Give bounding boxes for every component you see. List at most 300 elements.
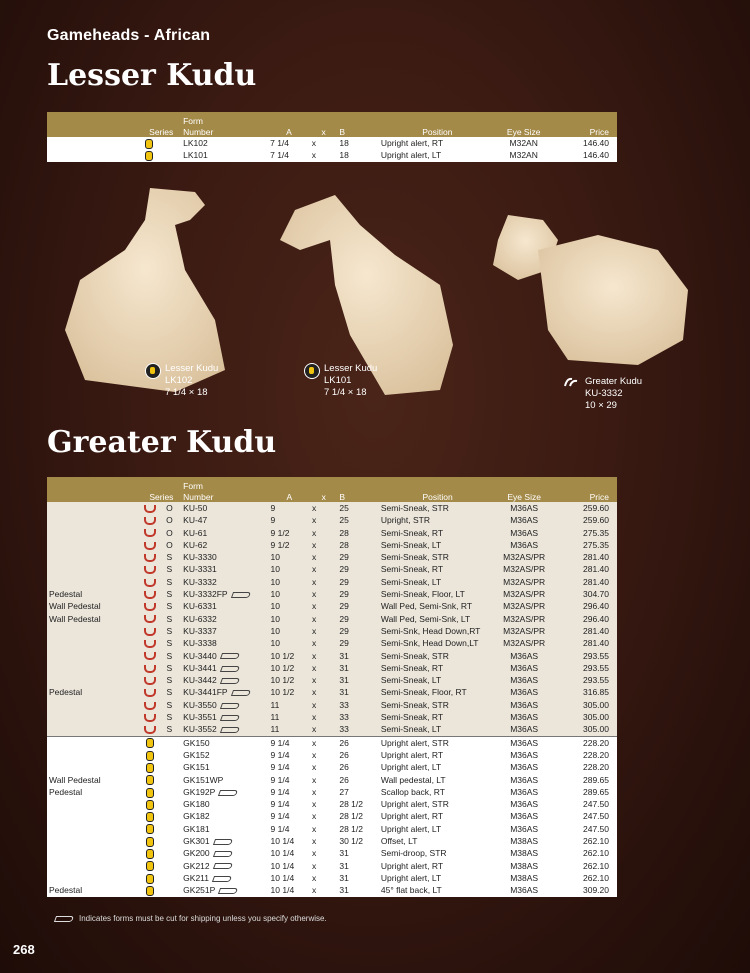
col-position: Position (379, 491, 496, 502)
dim-x: x (310, 563, 337, 575)
dim-x: x (310, 551, 337, 563)
dim-a: 11 (269, 699, 311, 711)
form-number-text: KU-3332FP (183, 589, 228, 600)
red-horn-icon (144, 542, 156, 550)
dim-a: 9 1/4 (270, 811, 290, 822)
caption-name: Lesser Kudu (324, 363, 378, 374)
red-horn-icon (144, 591, 156, 599)
table-row (47, 576, 617, 588)
table-row (47, 786, 617, 798)
row-note (47, 674, 142, 686)
form-number (181, 650, 268, 662)
eye-size: M36AS (496, 699, 552, 711)
dim-x: x (312, 799, 317, 810)
eye-size: M38AS (510, 836, 539, 847)
dim-b: 28 1/2 (339, 811, 363, 822)
dim-b: 28 (337, 527, 379, 539)
caption-form: KU-3332 (585, 388, 623, 399)
form-number (181, 786, 268, 798)
eye-size: M36AS (510, 823, 539, 834)
table-row (47, 662, 617, 674)
eye-size: M36AS (496, 711, 552, 723)
caption-size: 7 1/4 × 18 (324, 387, 367, 398)
series (158, 786, 182, 798)
form-number-text: KU-3551 (183, 712, 217, 723)
dim-b: 31 (339, 872, 349, 883)
eye-size: M36AS (496, 674, 552, 686)
table-row (47, 774, 617, 786)
row-note: Pedestal (47, 588, 142, 600)
position: Upright alert, RT (380, 749, 444, 760)
series: O (158, 527, 182, 539)
knife-icon (231, 690, 251, 696)
dim-x: x (312, 786, 317, 797)
yellow-kudu-icon-cell (141, 149, 157, 161)
eye-size: M36AS (496, 502, 552, 514)
dim-b: 31 (337, 674, 379, 686)
dim-b: 18 (339, 150, 349, 161)
red-horn-icon (144, 652, 156, 660)
eye-size: M32AN (509, 150, 538, 161)
eye-size: M36AS (510, 786, 539, 797)
form-number-text: KU-3440 (183, 650, 217, 661)
table-row (47, 761, 617, 773)
form-number (181, 539, 268, 551)
price: 247.50 (583, 811, 609, 822)
dim-b: 31 (339, 848, 349, 859)
red-horn-icon-cell (142, 625, 158, 637)
position: Semi-Sneak, STR (379, 551, 496, 563)
lesser-kudu-table (47, 112, 617, 162)
form-number-text: KU-50 (183, 503, 208, 513)
price: 304.70 (552, 588, 617, 600)
row-note (47, 835, 142, 847)
price: 259.60 (552, 502, 617, 514)
eye-size: M36AS (496, 650, 552, 662)
knife-icon (54, 916, 74, 922)
table-row (47, 723, 617, 736)
position: Semi-Sneak, Floor, RT (379, 686, 496, 698)
dim-a: 11 (269, 711, 311, 723)
row-note (47, 563, 142, 575)
form-number-text: KU-47 (183, 515, 208, 526)
series: S (158, 551, 182, 563)
caption-size: 10 × 29 (585, 400, 617, 411)
position: Upright alert, LT (380, 762, 442, 773)
form-number (181, 860, 268, 872)
dim-a: 10 (269, 637, 311, 649)
dim-x: x (312, 811, 317, 822)
dim-x: x (310, 625, 337, 637)
form-number-text: KU-6331 (183, 601, 217, 612)
red-horn-icon-cell (142, 502, 158, 514)
dim-a: 9 1/4 (270, 762, 290, 773)
price: 281.40 (552, 637, 617, 649)
yellow-kudu-icon (146, 861, 154, 871)
series: S (158, 613, 182, 625)
form-number (181, 527, 268, 539)
table-row (47, 650, 617, 662)
eye-size: M32AS/PR (496, 563, 552, 575)
yellow-kudu-icon (145, 139, 153, 149)
red-horn-icon (144, 689, 156, 697)
row-note (47, 723, 142, 736)
col-a: A (268, 126, 310, 137)
form-number (181, 613, 268, 625)
form-number-text: GK251P (183, 885, 216, 896)
table-row (47, 600, 617, 612)
dim-b: 31 (339, 885, 349, 896)
eye-size: M36AS (510, 762, 539, 773)
dim-b: 29 (337, 625, 379, 637)
row-note (47, 637, 142, 649)
form-number (181, 637, 268, 649)
dim-b: 31 (337, 686, 379, 698)
red-horn-icon-cell (142, 686, 158, 698)
dim-a: 10 1/2 (269, 686, 311, 698)
knife-icon (213, 851, 233, 857)
series (158, 798, 182, 810)
dim-x: x (310, 514, 337, 526)
table-row (47, 551, 617, 563)
yellow-kudu-icon-cell (142, 823, 158, 835)
eye-size: M32AS/PR (496, 613, 552, 625)
eye-size: M32AS/PR (496, 588, 552, 600)
table-row (47, 699, 617, 711)
position: Upright alert, LT (380, 823, 442, 834)
dim-a: 9 1/4 (270, 823, 290, 834)
eye-size: M32AN (509, 138, 538, 148)
dim-b: 26 (339, 749, 349, 760)
row-note: Wall Pedestal (47, 613, 142, 625)
price: 305.00 (552, 723, 617, 736)
dim-x: x (310, 723, 337, 736)
col-eye: Eye Size (496, 126, 552, 137)
yellow-kudu-icon (146, 763, 154, 773)
col-series: Series (141, 126, 181, 137)
form-number-text: KU-3331 (183, 564, 217, 575)
red-horn-icon (144, 603, 156, 611)
dim-b: 27 (339, 786, 349, 797)
form-number-text: KU-3337 (183, 625, 217, 636)
dim-x: x (310, 662, 337, 674)
knife-icon (218, 790, 238, 796)
form-number-text: GK150 (183, 737, 210, 748)
table-row (47, 563, 617, 575)
footnote (55, 914, 327, 923)
price: 289.65 (583, 774, 609, 785)
red-horn-icon-cell (142, 711, 158, 723)
red-horn-icon-cell (142, 551, 158, 563)
red-horn-icon-cell (142, 514, 158, 526)
eye-size: M32AS/PR (496, 600, 552, 612)
form-number (181, 736, 268, 749)
yellow-kudu-icon-cell (142, 872, 158, 884)
dim-x: x (312, 762, 317, 773)
knife-icon (213, 839, 233, 845)
table-row (47, 810, 617, 822)
yellow-kudu-icon (146, 775, 154, 785)
form-number (181, 798, 268, 810)
yellow-kudu-icon (304, 363, 320, 379)
form-number (181, 847, 268, 859)
series: S (158, 674, 182, 686)
row-note (47, 625, 142, 637)
red-horn-icon-cell (142, 662, 158, 674)
price: 281.40 (552, 625, 617, 637)
position: 45° flat back, LT (380, 885, 442, 896)
series (158, 847, 182, 859)
dim-b: 26 (337, 736, 379, 749)
dim-b: 29 (337, 588, 379, 600)
price: 146.40 (583, 150, 609, 161)
form-number (181, 761, 268, 773)
lesser-kudu-title: Lesser Kudu (47, 58, 257, 93)
col-b: B (337, 491, 379, 502)
red-horn-icon-cell (142, 527, 158, 539)
form-number-text: KU-3338 (183, 638, 217, 649)
series (158, 823, 182, 835)
knife-icon (220, 678, 240, 684)
yellow-kudu-icon (146, 849, 154, 859)
yellow-kudu-icon (146, 800, 154, 810)
price: 262.10 (583, 872, 609, 883)
col-x: x (310, 126, 338, 137)
red-horn-icon (144, 579, 156, 587)
table-row (47, 674, 617, 686)
red-horn-icon (144, 702, 156, 710)
dim-a: 9 1/4 (270, 749, 290, 760)
red-horn-icon-cell (142, 699, 158, 711)
dim-b: 28 1/2 (339, 823, 363, 834)
dim-a: 10 1/4 (270, 836, 295, 847)
table-row (47, 637, 617, 649)
table-row (47, 736, 617, 749)
dim-x: x (310, 736, 337, 749)
dim-a: 10 (269, 588, 311, 600)
eye-size: M32AS/PR (496, 551, 552, 563)
form-number (181, 723, 268, 736)
table-row (47, 835, 617, 847)
form-number (181, 662, 268, 674)
position: Upright alert, STR (380, 799, 449, 810)
red-horn-icon-cell (142, 723, 158, 736)
position: Semi-Sneak, RT (379, 563, 496, 575)
dim-a: 9 1/4 (270, 799, 290, 810)
series: S (158, 699, 182, 711)
row-note (47, 761, 142, 773)
position: Semi-Sneak, STR (379, 502, 496, 514)
form-number (181, 835, 268, 847)
red-horn-icon-cell (142, 637, 158, 649)
knife-icon (231, 592, 251, 598)
row-note (47, 527, 142, 539)
position: Semi-Sneak, LT (379, 674, 496, 686)
series: S (158, 723, 182, 736)
series: S (158, 625, 182, 637)
dim-a: 9 (269, 514, 311, 526)
table-row (47, 539, 617, 551)
dim-a: 9 1/2 (269, 539, 311, 551)
price: 275.35 (552, 527, 617, 539)
price: 275.35 (552, 539, 617, 551)
form-number-text: GK180 (183, 799, 210, 810)
dim-x: x (312, 848, 317, 859)
series (158, 774, 182, 786)
footnote-text: Indicates forms must be cut for shipping unless you specify otherwise. (79, 914, 327, 923)
dim-b: 18 (339, 138, 349, 148)
dim-a: 10 1/2 (269, 650, 311, 662)
yellow-kudu-icon (145, 151, 153, 161)
price: 247.50 (583, 799, 609, 810)
col-price: Price (551, 126, 617, 137)
position: Semi-Sneak, RT (379, 662, 496, 674)
form-number-text: KU-3550 (183, 699, 217, 710)
table-row (47, 588, 617, 600)
caption-size: 7 1/4 × 18 (165, 387, 208, 398)
knife-icon (220, 666, 240, 672)
caption-form: LK102 (165, 375, 193, 386)
col-eye: Eye Size (496, 491, 552, 502)
position: Semi-Sneak, LT (379, 576, 496, 588)
caption-name: Lesser Kudu (165, 363, 219, 374)
dim-b: 33 (337, 723, 379, 736)
dim-b: 28 1/2 (339, 799, 363, 810)
dim-x: x (312, 872, 317, 883)
yellow-kudu-icon-cell (142, 798, 158, 810)
row-note (47, 650, 142, 662)
lk101-caption (324, 363, 377, 399)
dim-b: 28 (337, 539, 379, 551)
red-horn-icon-cell (142, 613, 158, 625)
row-note (47, 798, 142, 810)
position: Upright alert, RT (380, 860, 444, 871)
table-row (47, 613, 617, 625)
form-number-text: GK301 (183, 836, 210, 847)
position: Semi-droop, STR (380, 848, 447, 859)
form-number-text: KU-3441FP (183, 687, 228, 698)
dim-x: x (312, 885, 317, 896)
dim-b: 25 (337, 514, 379, 526)
position: Wall pedestal, LT (380, 774, 446, 785)
eye-size: M36AS (496, 723, 552, 736)
dim-x: x (310, 527, 337, 539)
series: S (158, 600, 182, 612)
dim-a: 10 1/4 (270, 848, 295, 859)
form-number-text: GK151 (183, 762, 210, 773)
form-number (181, 823, 268, 835)
dim-a: 10 1/2 (269, 674, 311, 686)
row-note (47, 823, 142, 835)
dim-a: 10 (269, 576, 311, 588)
form-number (181, 502, 268, 514)
form-number-text: GK211 (183, 872, 210, 883)
dim-x: x (310, 650, 337, 662)
position: Upright alert, RT (380, 811, 444, 822)
col-form: Number (181, 126, 268, 137)
form-number-text: KU-3442 (183, 675, 217, 686)
row-note (47, 662, 142, 674)
form-number-text: GK200 (183, 848, 210, 859)
price: 316.85 (552, 686, 617, 698)
col-x: x (310, 491, 337, 502)
caption-form: LK101 (324, 375, 352, 386)
caption-name: Greater Kudu (585, 376, 643, 387)
dim-b: 29 (337, 576, 379, 588)
dim-b: 33 (337, 711, 379, 723)
table-row (47, 149, 617, 161)
series (157, 149, 181, 161)
greater-kudu-ku3332-form (488, 210, 693, 370)
dim-x: x (310, 613, 337, 625)
dim-b: 29 (337, 551, 379, 563)
eye-size: M32AS/PR (496, 576, 552, 588)
form-number (181, 699, 268, 711)
series: S (158, 662, 182, 674)
dim-a: 10 (269, 625, 311, 637)
price: 281.40 (552, 563, 617, 575)
yellow-kudu-icon-cell (142, 860, 158, 872)
row-note (47, 872, 142, 884)
row-note (47, 749, 142, 761)
dim-b: 29 (337, 600, 379, 612)
series (158, 761, 182, 773)
table-row (47, 686, 617, 698)
red-horn-icon-cell (142, 563, 158, 575)
dim-x: x (312, 823, 317, 834)
position: Semi-Sneak, LT (379, 539, 496, 551)
dim-x: x (310, 576, 337, 588)
dim-x: x (312, 774, 317, 785)
position: Upright alert, RT (380, 138, 444, 148)
dim-a: 10 (269, 551, 311, 563)
knife-icon (220, 653, 240, 659)
table-row (47, 625, 617, 637)
price: 262.10 (583, 860, 609, 871)
yellow-kudu-icon-cell (142, 884, 158, 896)
position: Semi-Sneak, RT (379, 711, 496, 723)
series (158, 860, 182, 872)
col-series: Series (142, 491, 182, 502)
dim-x: x (310, 502, 337, 514)
table-row (47, 527, 617, 539)
position: Semi-Snk, Head Down,RT (379, 625, 496, 637)
yellow-kudu-icon (145, 363, 161, 379)
red-horn-icon (144, 714, 156, 722)
red-horn-icon (144, 505, 156, 513)
eye-size: M32AS/PR (496, 637, 552, 649)
series (157, 137, 181, 149)
form-number-text: LK101 (183, 150, 208, 161)
price: 293.55 (552, 674, 617, 686)
yellow-kudu-icon (146, 824, 154, 834)
table-row (47, 711, 617, 723)
table-row (47, 514, 617, 526)
yellow-kudu-icon (146, 874, 154, 884)
series: O (158, 539, 182, 551)
dim-x: x (312, 860, 317, 871)
price: 305.00 (552, 699, 617, 711)
eye-size: M36AS (496, 686, 552, 698)
red-horn-icon (563, 376, 579, 388)
price: 259.60 (552, 514, 617, 526)
col-form: Number (181, 491, 268, 502)
red-horn-icon-cell (142, 576, 158, 588)
dim-x: x (311, 138, 316, 148)
knife-icon (218, 888, 238, 894)
dim-a: 9 1/4 (270, 786, 290, 797)
form-number-text: GK212 (183, 860, 210, 871)
